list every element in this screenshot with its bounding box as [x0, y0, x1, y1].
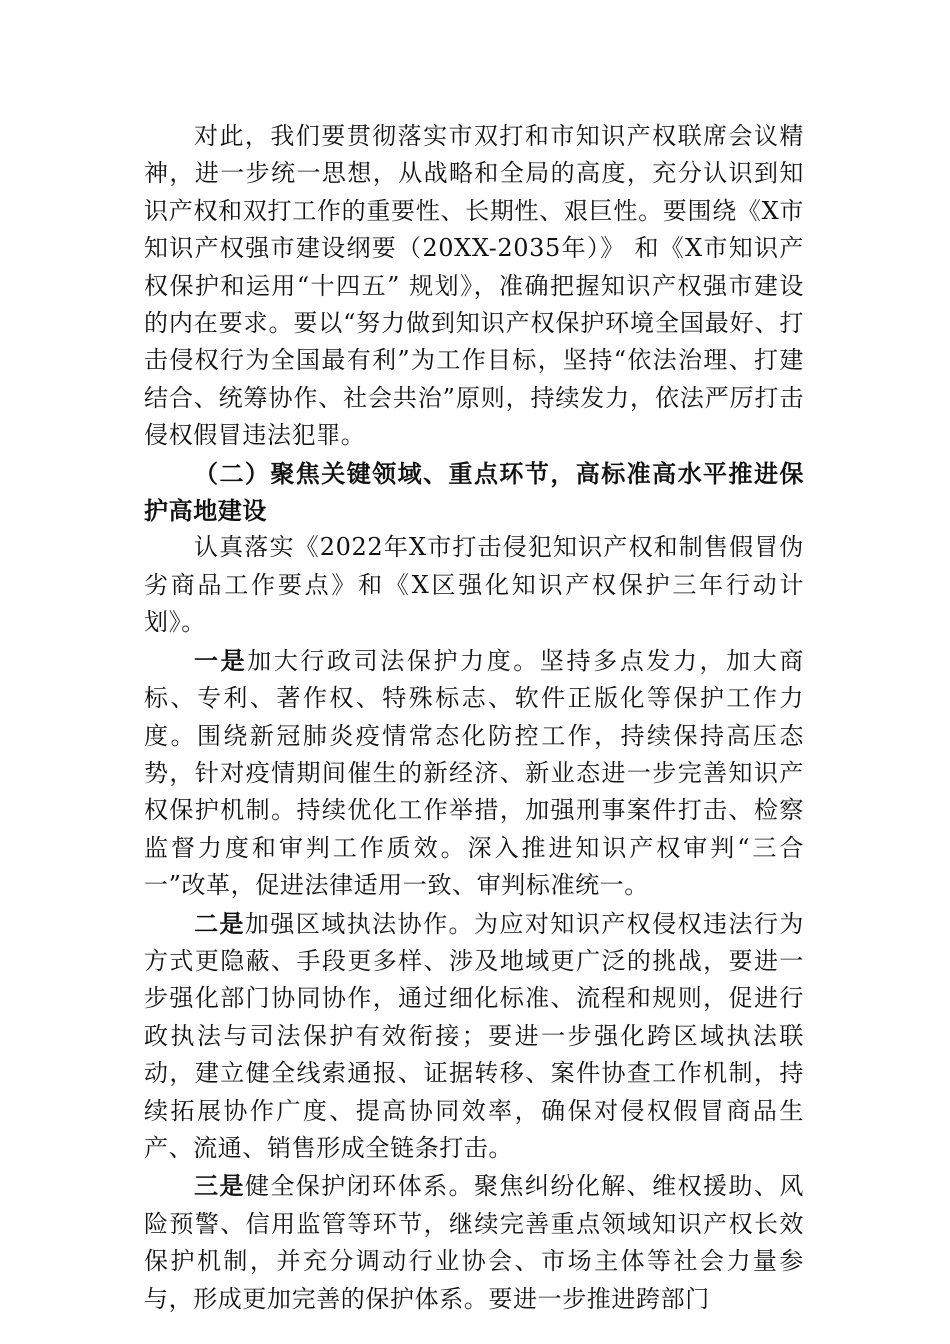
point-3-lead: 三是 — [194, 1171, 245, 1201]
point-1-text: 加大行政司法保护力度。坚持多点发力，加大商标、专利、著作权、特殊标志、软件正版化等保护工作力度。围绕新冠肺炎疫情常态化防控工作，持续保持高压态势，针对疫情期间催生的新经济、新业态进一步完善知识产权保护机制。持续优化工作举措，加强刑事案件打击、检察监督力度和审判工作质效。深入推进知识产权审判“三合一”改革，促进法律适用一致、审判标准统一。 — [144, 646, 804, 900]
point-2-lead: 二是 — [194, 908, 245, 938]
paragraph-point-2 — [144, 905, 804, 1168]
paragraph-documents: 认真落实《2022年X市打击侵犯知识产权和制售假冒伪劣商品工作要点》和《X区强化知识产权保护三年行动计划》。 — [144, 533, 804, 637]
point-3-text: 健全保护闭环体系。聚焦纠纷化解、维权援助、风险预警、信用监管等环节，继续完善重点领域知识产权长效保护机制，并充分调动行业协会、市场主体等社会力量参与，形成更加完善的保护体系。要进一步推进跨部门 — [144, 1172, 804, 1313]
paragraph-point-3 — [144, 1167, 804, 1318]
section-heading-2: （二）聚焦关键领域、重点环节，高标准高水平推进保护高地建设 — [144, 458, 804, 526]
document-body — [144, 118, 804, 1318]
paragraph-implementation: 对此，我们要贯彻落实市双打和市知识产权联席会议精神，进一步统一思想，从战略和全局的高度，充分认识到知识产权和双打工作的重要性、长期性、艰巨性。要围绕《X市知识产权强市建设纲要（20XX-2035年）》 和《X市知识产权保护和运用“十四五” 规划》，准确把握知识产权强市建设的内在要求。要以“努力做到知识产权保护环境全国最好、打击侵权行为全国最有利”为工作目标，坚持“依法治理、打建结合、统筹协作、社会共治”原则，持续发力，依法严厉打击侵权假冒违法犯罪。 — [144, 122, 804, 450]
paragraph-point-1 — [144, 642, 804, 905]
point-1-lead: 一是 — [194, 645, 248, 675]
point-2-text: 加强区域执法协作。为应对知识产权侵权违法行为方式更隐蔽、手段更多样、涉及地域更广泛的挑战，要进一步强化部门协同协作，通过细化标准、流程和规则，促进行政执法与司法保护有效衔接；要进一步强化跨区域执法联动，建立健全线索通报、证据转移、案件协查工作机制，持续拓展协作广度、提高协同效率，确保对侵权假冒商品生产、流通、销售形成全链条打击。 — [144, 909, 804, 1162]
